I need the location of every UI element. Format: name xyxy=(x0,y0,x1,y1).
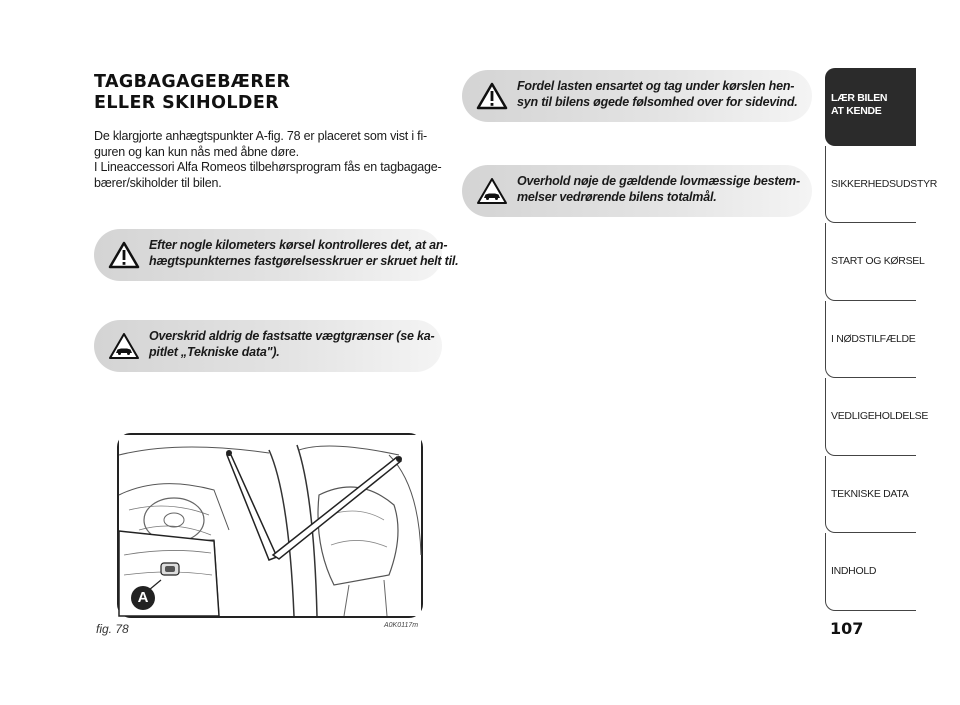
tab-label: AT KENDE xyxy=(831,105,882,117)
tab-label: INDHOLD xyxy=(831,565,877,578)
chapter-tabs xyxy=(825,68,938,611)
figure-code: A0K0117m xyxy=(384,622,419,629)
tab-label: LÆR BILEN xyxy=(831,92,888,104)
tab-indhold[interactable] xyxy=(825,533,916,611)
notice-line: melser vedrørende bilens totalmål. xyxy=(517,189,717,204)
body-line: guren og kan kun nås med åbne døre. xyxy=(94,144,299,159)
warning-notice xyxy=(462,70,812,122)
section-heading xyxy=(94,72,290,114)
notice-line: Overhold nøje de gældende lovmæssige bestem- xyxy=(517,174,800,188)
warning-triangle-icon xyxy=(476,82,508,110)
notice-line: Overskrid aldrig de fastsatte vægtgrænser (se ka- xyxy=(149,329,435,343)
body-paragraph xyxy=(94,129,450,191)
notice-text xyxy=(149,238,459,269)
marker-label: A xyxy=(137,589,149,606)
notice-line: syn til bilens øgede følsomhed over for sidevind. xyxy=(517,94,798,109)
heading-line: TAGBAGAGEBÆRER xyxy=(94,72,291,92)
notice-line: pitlet „Tekniske data"). xyxy=(149,344,280,359)
tab-i-nodstilfaelde[interactable] xyxy=(825,301,916,379)
body-line: bærer/skiholder til bilen. xyxy=(94,175,222,190)
marker-a-badge xyxy=(131,586,155,610)
notice-line: Efter nogle kilometers kørsel kontrolleres det, at an- xyxy=(149,238,448,252)
car-warning-icon xyxy=(108,332,140,360)
tab-start-og-korsel[interactable] xyxy=(825,223,925,301)
notice-text xyxy=(517,79,802,110)
notice-line: Fordel lasten ensartet og tag under kørslen hen- xyxy=(517,79,795,93)
tab-laer-bilen-at-kende[interactable] xyxy=(825,68,916,146)
page-number: 107 xyxy=(830,619,864,638)
notice-text xyxy=(149,329,435,360)
body-line: De klargjorte anhægtspunkter A-fig. 78 er placeret som vist i fi- xyxy=(94,129,427,143)
notice-line: hægtspunkternes fastgørelsesskruer er skruet helt til. xyxy=(149,253,459,268)
car-notice xyxy=(94,320,442,372)
tab-label: I NØDSTILFÆLDE xyxy=(831,332,916,345)
figure-caption: fig. 78 xyxy=(96,622,129,636)
tab-vedligeholdelse[interactable] xyxy=(825,378,929,456)
car-interior-figure xyxy=(117,433,423,618)
car-interior-illustration xyxy=(119,435,421,616)
notice-text xyxy=(517,174,802,205)
warning-notice xyxy=(94,229,459,281)
tab-label: START OG KØRSEL xyxy=(831,255,925,268)
car-notice xyxy=(462,165,812,217)
tab-sikkerhedsudstyr[interactable] xyxy=(825,146,938,224)
warning-triangle-icon xyxy=(108,241,140,269)
tab-tekniske-data[interactable] xyxy=(825,456,916,534)
tab-label: SIKKERHEDSUDSTYR xyxy=(831,177,938,190)
heading-line: ELLER SKIHOLDER xyxy=(94,93,280,113)
body-line: I Lineaccessori Alfa Romeos tilbehørsprogram fås en tagbagage- xyxy=(94,160,442,174)
tab-label: TEKNISKE DATA xyxy=(831,487,909,500)
tab-label: VEDLIGEHOLDELSE xyxy=(831,410,929,423)
car-warning-icon xyxy=(476,177,508,205)
